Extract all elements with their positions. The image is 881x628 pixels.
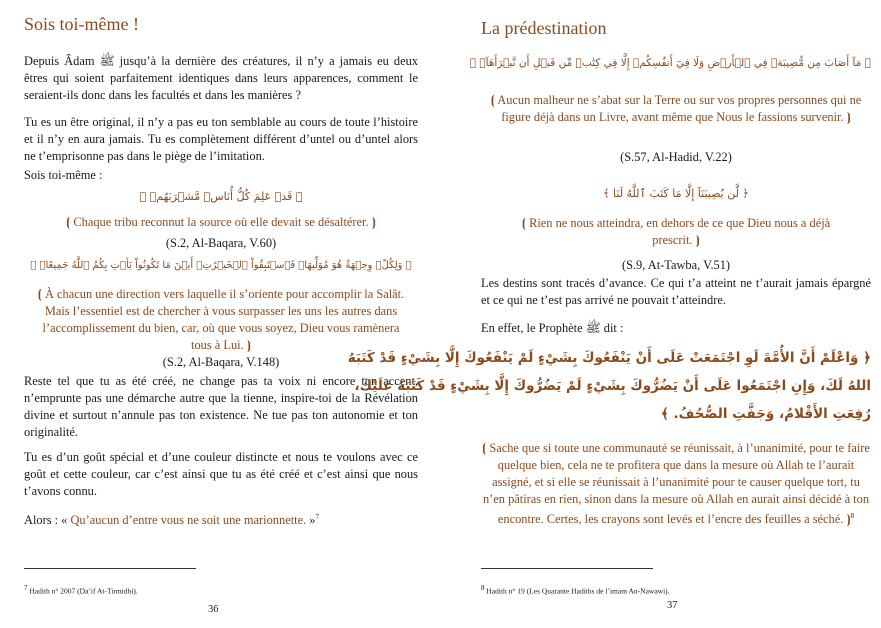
left-alors-line: Alors : « Qu’aucun d’entre vous ne soit une marionnette. »$^7$ (24, 513, 319, 528)
right-footnote-rule (481, 568, 653, 569)
right-page-number: 37 (667, 600, 678, 611)
right-page-title: La prédestination (481, 18, 607, 38)
left-quran-verse-1: ﴿ قَدۡ عَلِمَ كُلُّ أُنَاسٖ مَّشۡرَبَهُمۡ ﴾ (139, 190, 303, 203)
left-page-title: Sois toi-même ! (24, 14, 139, 34)
left-footnote-rule (24, 568, 196, 569)
right-hadith-arabic-line-3: رُفِعَتِ الأَقْلامُ، وَجَفَّتِ الصُّحُفُ. ﴾ (660, 406, 871, 422)
left-paragraph-2: Tu es un être original, il n’y a pas eu ton semblable au cours de toute l’histoire et il n’y en aura jamais. Tu es complètement différent d’untel ou d’untel alors ne t’emprisonne pas dans le piège de l’imitation. (24, 115, 418, 163)
right-hadith-translation: ⦗ Sache que si toute une communauté se réunissait, à l’unanimité, pour te faire quelque bien, cela ne te profitera que dans la mesure où Allah te l’aurait assigné, et si elle se réunissait à l’unanimité pour te causer quelque tort, tu n’en pâtiras en rien, sinon dans la mesure où Allah en aurait ainsi décidé à ton encontre. Certes, les crayons sont levés et l’encre des feuilles a séché. ⦘$^8$ (482, 441, 870, 527)
left-paragraph-4: Tu es d’un goût spécial et d’une couleur distincte et nous te voulons avec ce goût et cette couleur, car c’est ainsi que tu as été créé et c’est ainsi que nous t’avons connu. (24, 450, 418, 498)
left-reference-1: (S.2, Al-Baqara, V.60) (165, 236, 277, 250)
right-translation-2: ⦗ Rien ne nous atteindra, en dehors de ce que Dieu nous a déjà prescrit. ⦘ (521, 216, 831, 247)
right-quran-verse-2: ﴿ لَّن يُصِيبَنَآ إِلَّا مَا كَتَبَ ٱللَّهُ لَنَا ﴾ (603, 187, 749, 200)
right-hadith-arabic-line-2: اللهُ لَكَ، وَإِنِ اجْتَمَعُوا عَلَى أَنْ يَضُرُّوكَ بِشَيْءٍ لَمْ يَضُرُّوكَ إِلَّا بِشَيْءٍ قَدْ كَتَبَهُ عَلَيْكَ، (354, 378, 871, 394)
right-translation-1: ⦗ Aucun malheur ne s’abat sur la Terre ou sur vos propres personnes qui ne figure déjà dans un Livre, avant même que Nous le fassions survenir. ⦘ (490, 93, 862, 124)
left-quran-verse-2: ﴿ وَلِكُلّٖ وِجۡهَةٌ هُوَ مُوَلِّيهَاۖ فَٱسۡتَبِقُواْ ٱلۡخَيۡرَٰتِۚ أَيۡنَ مَا تَكُونُواْ يَأۡتِ بِكُمُ ٱللَّهُ جَمِيعًاۚ ﴾ (30, 260, 412, 271)
left-translation-1: ⦗ Chaque tribu reconnut la source où elle devait se désaltérer. ⦘ (66, 215, 376, 229)
right-footnote: $^8$ Hadith n° 19 (Les Quarante Hadiths de l’imam An-Nawawi). (481, 584, 670, 596)
footnote-mark-8: 8 (850, 512, 855, 520)
right-reference-1: (S.57, Al-Hadid, V.22) (620, 150, 732, 164)
left-page-number: 36 (208, 604, 219, 615)
right-paragraph-1: Les destins sont tracés d’avance. Ce qui t’a atteint ne t’aurait jamais épargné et ce qui ne t’est pas arrivé ne pouvait t’atteindre. (481, 276, 871, 307)
left-alors-quote: Qu’aucun d’entre vous ne soit une marionnette. (70, 513, 307, 528)
right-quran-verse-1: ﴿ مَآ أَصَابَ مِن مُّصِيبَةٖ فِي ٱلۡأَرۡضِ وَلَا فِيٓ أَنفُسِكُمۡ إِلَّا فِي كِتَٰبٖ مِّن قَبۡلِ أَن نَّبۡرَأَهَآۚ ﴾ (469, 57, 871, 69)
left-paragraph-1: Depuis Âdam ﷺ jusqu’à la dernière des créatures, il n’y a jamais eu deux êtres qui soient parfaitement identiques dans leurs apparences, comment le seraient-ils donc dans les facultés et dans les manières ? (24, 54, 418, 102)
left-footnote: $^7$ Hadith n° 2007 (Da’if At-Tirmidhi). (24, 584, 138, 596)
left-translation-2: ⦗ À chacun une direction vers laquelle il s’oriente pour accomplir la Salât. Mais l’essentiel est de chercher à vous surpasser les uns les autres dans l’accomplissement du bien, car, où que vous soyez, Dieu vous ramènera tous à Lui. ⦘ (37, 287, 405, 352)
left-page (0, 0, 440, 628)
left-paragraph-3: Reste tel que tu as été créé, ne change pas ta voix ni encore ton accent, n’emprunte pas une démarche autre que la tienne, inspire-toi de la Révélation divine et surtout n’annule pas ton existence. Ne tue pas ton autonomie et ton originalité. (24, 374, 418, 439)
left-sois-label: Sois toi-même : (24, 168, 103, 182)
right-page (347, 0, 881, 628)
right-prophete-line: En effet, le Prophète ﷺ dit : (481, 321, 624, 335)
right-reference-2: (S.9, At-Tawba, V.51) (621, 258, 731, 272)
footnote-mark-7: 7 (315, 513, 319, 521)
left-reference-2: (S.2, Al-Baqara, V.148) (162, 355, 280, 369)
right-hadith-arabic-line-1: ﴿ وَاعْلَمْ أَنَّ الأُمَّةَ لَوِ اجْتَمَعَتْ عَلَى أَنْ يَنْفَعُوكَ بِشَيْءٍ لَمْ يَنْفَعُوكَ إِلَّا بِشَيْءٍ قَدْ كَتَبَهُ (347, 350, 871, 366)
